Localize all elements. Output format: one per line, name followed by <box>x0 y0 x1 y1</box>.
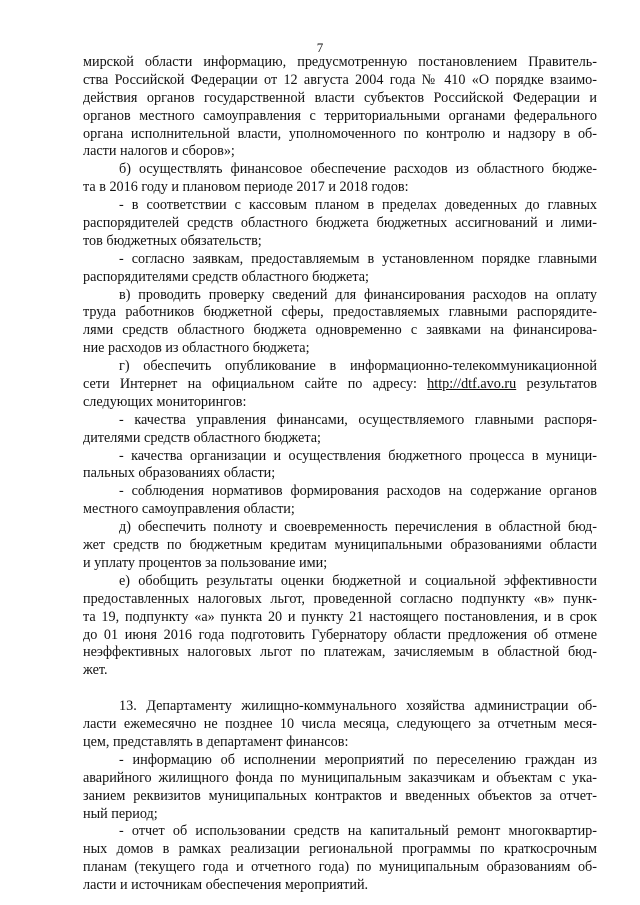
text-line: органов местного самоуправления с территориальными органами федерального <box>83 107 597 124</box>
text-line: - информацию об исполнении мероприятий по переселению граждан из <box>119 751 597 768</box>
document-body <box>83 54 597 895</box>
text-line: до 01 июня 2016 года подготовить Губернатору области предложения об отмене <box>83 626 597 643</box>
text-line: ние расходов из областного бюджета; <box>83 340 310 357</box>
text-line: планам (текущего года и отчетного года) по муниципальным образованиям об- <box>83 859 597 876</box>
text-line: следующих мониторингов: <box>83 393 247 410</box>
text-line: жет. <box>83 662 108 679</box>
text-line: местного самоуправления области; <box>83 501 295 518</box>
text-line: тов бюджетных обязательств; <box>83 232 262 249</box>
text-line: предоставленных налоговых льгот, проведенной согласно подпункту «в» пунк- <box>83 590 597 607</box>
text-line: ный период; <box>83 805 158 822</box>
page-number: 7 <box>316 40 324 55</box>
text-line: - согласно заявкам, предоставляемым в установленном порядке главными <box>119 250 597 267</box>
text-line: и уплату процентов за пользование ими; <box>83 554 328 571</box>
text-line: распорядителей средств областного бюджета бюджетных ассигнований и лими- <box>83 215 597 232</box>
text-line: ства Российской Федерации от 12 августа 2004 года № 410 «О порядке взаимо- <box>83 71 597 88</box>
text-line: труда работников бюджетной сферы, предоставляемых главными распорядите- <box>83 304 597 321</box>
text-line: органа исполнительной власти, уполномоченного по контролю и надзору в об- <box>83 125 597 142</box>
text-line: ласти и источникам обеспечения мероприятий. <box>83 877 369 894</box>
text-line: - соблюдения нормативов формирования расходов на содержание органов <box>119 483 597 500</box>
text-line: ных домов в рамках реализации региональной программы по краткосрочным <box>83 841 597 858</box>
text-line: дителями средств областного бюджета; <box>83 429 321 446</box>
text-line: - качества организации и осуществления бюджетного процесса в муници- <box>119 447 597 464</box>
text-line: распорядителями средств областного бюджета; <box>83 268 369 285</box>
text-line: мирской области информацию, предусмотренную постановлением Правитель- <box>83 54 597 70</box>
text-line: пальных образованиях области; <box>83 465 276 482</box>
paragraph-gap <box>83 680 597 698</box>
text-line: 13. Департаменту жилищно-коммунального хозяйства администрации об- <box>119 698 597 715</box>
text-line: ласти ежемесячно не позднее 10 числа месяца, следующего за отчетным меся- <box>83 716 597 733</box>
text-line <box>83 376 597 394</box>
text-line: б) осуществлять финансовое обеспечение расходов из областного бюдже- <box>119 161 597 178</box>
text-line: неэффективных налоговых льгот по платежам, зачисляемым в областной бюд- <box>83 644 597 661</box>
text-line: г) обеспечить опубликование в информационно-телекоммуникационной <box>119 358 597 375</box>
text-line-prefix: сети Интернет на официальном сайте по адресу: <box>83 376 428 393</box>
text-line: жет средств по бюджетным кредитам муниципальными образованиями области <box>83 537 597 554</box>
text-line: в) проводить проверку сведений для финансирования расходов на оплату <box>119 286 597 303</box>
text-line: занием реквизитов муниципальных контрактов и введенных объектов за отчет- <box>83 787 597 804</box>
text-line: действия органов государственной власти субъектов Российской Федерации и <box>83 89 597 106</box>
text-line: - отчет об использовании средств на капитальный ремонт многоквартир- <box>119 823 597 840</box>
text-line: д) обеспечить полноту и своевременность перечисления в областной бюд- <box>119 519 597 536</box>
text-line: - качества управления финансами, осуществляемого главными распоря- <box>119 411 597 428</box>
text-line: е) обобщить результаты оценки бюджетной и социальной эффективности <box>119 572 597 589</box>
website-link[interactable]: http://dtf.avo.ru <box>427 376 517 393</box>
text-line-suffix: результатов <box>516 376 597 393</box>
text-line: ласти налогов и сборов»; <box>83 143 235 160</box>
text-line: цем, представлять в департамент финансов: <box>83 733 349 750</box>
text-line: аварийного жилищного фонда по муниципальным заказчикам и объектам с ука- <box>83 769 597 786</box>
text-line: лями средств областного бюджета одновременно с заявками на финансирова- <box>83 322 597 339</box>
text-line: та в 2016 году и плановом периоде 2017 и 2018 годов: <box>83 179 409 196</box>
text-line: та 19, подпункту «а» пункта 20 и пункту 21 настоящего постановления, и в срок <box>83 608 597 625</box>
text-line: - в соответствии с кассовым планом в пределах доведенных до главных <box>119 197 597 214</box>
